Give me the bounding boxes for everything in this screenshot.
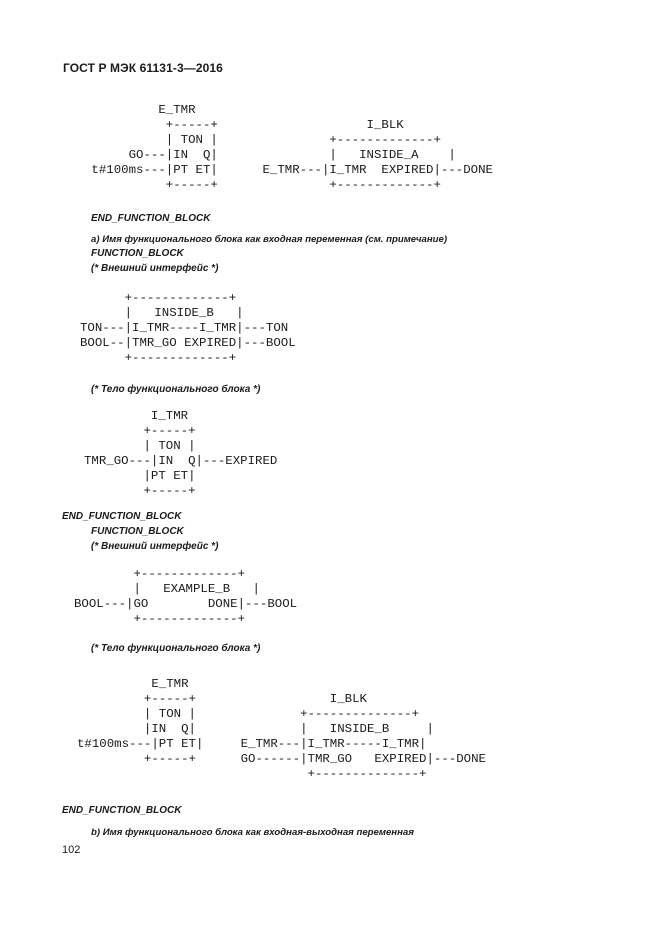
diagram-line: +-----+ [84,424,196,438]
diagram-line: +-----+ I_BLK [84,118,404,132]
external-interface-comment-2: (* Внешний интерфейс *) [91,541,219,552]
fbd-diagram-example-b-interface [74,567,297,627]
diagram-line: |PT ET| [84,469,196,483]
diagram-line: | TON | [84,439,196,453]
page-header: ГОСТ Р МЭК 61131-3—2016 [63,61,223,75]
function-block-keyword-1: FUNCTION_BLOCK [91,248,184,259]
diagram-line: t#100ms---|PT ET| E_TMR---|I_TMR EXPIRED|---DONE [84,163,493,177]
diagram-line: I_TMR [84,409,189,423]
diagram-line: BOOL---|GO DONE|---BOOL [74,597,298,611]
fbd-diagram-e-tmr-inside-b [77,677,486,782]
function-block-keyword-2: FUNCTION_BLOCK [91,526,184,537]
fbd-diagram-i-tmr-body [84,409,277,499]
caption-a: а) Имя функционального блока как входная переменная (см. примечание) [91,234,448,245]
diagram-line: +-----+ I_BLK [77,692,367,706]
body-comment-2: (* Тело функционального блока *) [91,643,261,654]
diagram-line: +-------------+ [74,612,246,626]
diagram-line: +-----+ [84,484,196,498]
diagram-line: +-------------+ [80,291,237,305]
diagram-line: TON---|I_TMR----I_TMR|---TON [80,321,289,335]
diagram-line: | INSIDE_B | [80,306,244,320]
diagram-line: |IN Q| | INSIDE_B | [77,722,434,736]
diagram-line: GO---|IN Q| | INSIDE_A | [84,148,456,162]
external-interface-comment-1: (* Внешний интерфейс *) [91,263,219,274]
caption-b: b) Имя функционального блока как входная-выходная переменная [91,827,414,838]
fbd-diagram-e-tmr-i-blk [84,103,493,193]
body-comment-1: (* Тело функционального блока *) [91,384,261,395]
diagram-line: E_TMR [84,103,196,117]
diagram-line: | TON | +--------------+ [77,707,420,721]
fbd-diagram-inside-b-interface [80,291,296,366]
diagram-line: +-------------+ [80,351,237,365]
diagram-line: +-------------+ [74,567,246,581]
diagram-line: +--------------+ [77,767,427,781]
diagram-line: | EXAMPLE_B | [74,582,260,596]
diagram-line: +-----+ GO------|TMR_GO EXPIRED|---DONE [77,752,486,766]
page-number: 102 [62,844,81,856]
end-function-block-2: END_FUNCTION_BLOCK [62,511,182,522]
diagram-line: E_TMR [77,677,189,691]
diagram-line: BOOL--|TMR_GO EXPIRED|---BOOL [80,336,296,350]
diagram-line: TMR_GO---|IN Q|---EXPIRED [84,454,278,468]
end-function-block-3: END_FUNCTION_BLOCK [62,805,182,816]
diagram-line: t#100ms---|PT ET| E_TMR---|I_TMR-----I_TMR| [77,737,427,751]
diagram-line: | TON | +-------------+ [84,133,441,147]
diagram-line: +-----+ +-------------+ [84,178,441,192]
end-function-block-1: END_FUNCTION_BLOCK [91,213,211,224]
